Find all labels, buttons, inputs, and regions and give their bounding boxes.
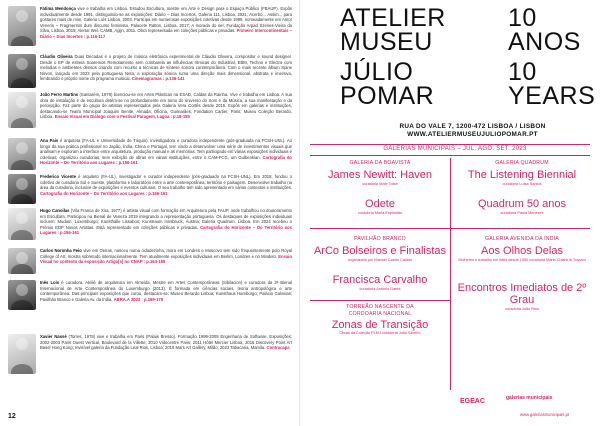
portrait-photo	[8, 174, 36, 204]
gallery-quadrum	[452, 160, 592, 187]
gallery-name: GALERIA AVENIDA DA ÍNDIA	[485, 236, 559, 242]
bio-body: (Santarém, 1979) licenciou-se em Artes Plásticas na ESAD, Caldas da Rainha. Vive e trabalha em Lisboa. A sua obra de instalação e de escultura detém-se no profundamente em torno do universo do Som e da Música, a sua manifestação e da percepção. Faz parte do grupo de artistas representados pela Galeria Vera Cortês desde 2016. Expôs em galerias e instituições, destacando-se Teatro Municipal Joaquim Benite, Almada; Oficina, Guimarães; Fondation Cartier, Paris; Museu Coleção Berardo, Lisboa.	[40, 92, 292, 120]
sponsor-logos	[460, 396, 595, 412]
egeac-logo: EGEAC	[460, 398, 485, 405]
bio-text	[40, 54, 292, 88]
anniversary-word: YEARS	[508, 82, 596, 110]
right-page	[300, 0, 600, 426]
bio-exhibition: Cartografia do Horizonte – Do Território aos Lugares : p.156-161	[40, 224, 293, 236]
gallery-avenida-india-second	[452, 280, 592, 312]
galerias-rule	[310, 155, 590, 156]
bio-exhibition: Contracapa	[266, 345, 290, 351]
bio-name: Cláudio Oliveira	[40, 54, 73, 59]
gallery-pavilhao-branco	[310, 236, 450, 263]
bio-body: é arquiteto (FA-UL), investigador e curador independente (pós-graduado na FCSH-UNL). Em 2018, fundou o coletivo de curadoria Sul e Sueste, plataforma e laboratório entre a arte contemporânea, território e paisagem. Desenvolve trabalho na área da curadoria, inclusive de exposições e eventos culturais. O seu trabalho tem sido apresentado em vários contextos e instituições.	[40, 174, 292, 191]
bio-name: Carlos Noronha Feio	[40, 248, 82, 253]
curator-credit: curadoria António Gaeta	[359, 287, 401, 291]
anniversary-number: 10	[508, 58, 537, 86]
gallery-quadrum-second	[452, 196, 592, 216]
exhibition-title: Aos Olhos Delas	[481, 244, 563, 257]
bio-text	[40, 208, 292, 242]
gallery-pavilhao-branco-second	[310, 272, 450, 292]
exhibition-title: ArCo Bolseiros e Finalistas	[313, 244, 447, 257]
bio-body: (Vila Franca de Xira, 1977) é artista visual com formação em Arquitetura pela FAUP, onde trabalhou no doutoramento em Escultura. Participou na Bienal de Veneza 2019 integrando a representação portuguesa. Os destaques de exposições individuais incluem: Mudam, Luxemburgo; Kunsthalle Lissabon; Kunstraum Innsbruck, Áustria; Galeria Quadrum, Lisboa. Em 2024 recebeu o Prémio EDP Novos Artistas. Está representado em coleções públicas e privadas.	[40, 208, 292, 230]
gallery-boavista	[310, 160, 450, 187]
curator-credit: curadoria João Reis	[505, 307, 539, 311]
title-line: ATELIER	[340, 4, 446, 32]
galerias-title: GALERIAS MUNICIPAIS – JUL. AGO. SET. 2023	[383, 146, 527, 152]
bio-name: Hugo Canoilas	[40, 208, 70, 213]
curator-credit: curadoria Maria Espiridião	[357, 211, 403, 215]
bio-name: Frederico Vicente	[40, 174, 77, 179]
galerias-municipais-logo: galerias municipais	[506, 395, 553, 401]
gallery-name: GALERIA DA BOAVISTA	[349, 160, 411, 166]
bio-body: é arquiteta (FA-UL e Universidade de Tóquio), investigadora e curadora independente (pós-graduada na FCSH-UNL). Ao longo da sua prática profissional no Japão, Índia, China e Portugal, tem vindo a desenvolver uma série de investimentos visuais que analisam e exploram a interface entre arquitetura, produção manual e as memórias. Tem participado em várias exposições individuais e coletivas; organizou curadorias, sem exibição de obras em várias instituições, entre o CAM-FCG, um Gulbenkian.	[40, 138, 293, 160]
title-line: MUSEU	[340, 28, 433, 56]
exhibition-title: James Newitt: Haven	[328, 168, 432, 181]
bio-exhibition: Cartografia do Horizonte – Do Território aos Lugares : p.156-161	[40, 190, 168, 196]
bio-name: João Ferro Martins	[40, 92, 79, 97]
curator-credit: Mulheres e trabalho em Itália desde 1950 curadoria Maria Chiara di Trapani	[458, 257, 586, 262]
portrait-photo	[8, 138, 36, 170]
bio-name: Ana Pais	[40, 138, 59, 143]
bio-exhibition: Ensaio Visual em Diálogo com o Festival Paragem, Lagoa : p.18-155	[54, 114, 190, 120]
exhibition-title: Francisca Carvalho	[332, 274, 428, 286]
title-line: POMAR	[340, 82, 435, 110]
curator-credit: curadoria Paula Menezes	[500, 211, 544, 215]
galerias-top-rule	[310, 144, 590, 145]
curator-credit: curadoria Luísa Santos	[502, 181, 542, 186]
portrait-photo	[8, 54, 36, 88]
anniversary-word: ANOS	[508, 28, 581, 56]
page-number: 12	[8, 413, 16, 420]
bio-body: é curadora. Ateliê de arquitetura em Almeida, Mestre em Artes Contemporâneas (Sibilacion) e curadora da 2ª Bienal Internacional de Arte Contemporânea do Luxemburgo (2013). É formada em ciências sociais, teoria antropológica e arte contemporânea. Das principais exposições que curou, destacam-se: Museu Berardo Lisboa; Kunsthaus Hamburgo; Palácio Galveias; Pavilhão Branco e Galeria Av. da Índia.	[40, 280, 292, 302]
gallery-boavista-second	[310, 196, 450, 216]
portrait-photo	[8, 92, 36, 128]
bio-body: vive e trabalha em Lisboa. Estudou Escultura, mestre em Arte e Design para o Espaço Público (FBAUP). Expôs individualmente desde 1991, distinguindo-se as exposições: Diário – Dias Incertos, Galeria 111, Lisboa, 2021; Acerbo... Assim.., para gostares mais de mim, Galeria Luís Lisboa, 2003. Participa em numerosas exposições coletivas desde 1999, nomeadamente em Amor Veneris – Fragmentos dum discurso feminista, Palacete Ratton, Lisboa, 2017; A morada do ser, Fundação Arpad Szenes-Vieira da Silva, Lisboa, 2019; Alerta! Wel. CAMB, Agijn, 2011. Obra representada em coleções públicas e privadas.	[40, 6, 292, 34]
bio-body: vive em Oeiras, nasceu numa cidadezinha, mora em Londres e Moscovo tem sido frequentemente pelo Royal College of Art, mostra sobretudo internacionalmente. Tem atualmente exposições individuais em Berlim, Londres e no Mindelo.	[40, 248, 292, 259]
exhibition-title: Encontros Imediatos de 2º Grau	[457, 282, 587, 306]
bio-body: (Torres, 1978) vive e trabalha em Paris (Palais Bresso). Formação 1999-2008 Engenharia de Software. Exposições: 2002-2003 Paris Ouest Vertical, Boulevard de la Villette; 2010 Vidocentre Paris; 2011 Hôtel Mercier Lisboa; 2015 Discovery Point Art Basel Hong Kong; Invisível galeria da Fundação Leal Rios, Lisboa; 2019 Mars Art Gallery, Milão; 2023 Tabacaria, Marvila.	[40, 334, 292, 351]
bio-name: Inês Lois	[40, 280, 60, 285]
curator-credit: Obras da Coleção PLMJ curadoria João Silvério	[339, 331, 421, 335]
bio-text	[40, 6, 292, 50]
bio-text	[40, 92, 292, 132]
bio-body: Duas Décadas é o projeto de música eletrônica experimental de Cláudio Oliveira, compositor e sound designer. Desde o EP de estreia Soaremos Remotamente sem cumbarela as influências rítmicas do Industrial, EBM, Techno e Electro com melodias e ambientes densos criando com recurso a técnicas de síntese sonora contemporânea. Com o mais recente álbum Spine Nirvon, lançado em 2023 pela portuguesa Neta, a exploração sónica ruma uma direção mais dimensional, abstrata e imersiva, lembrando o próprio nome do programa musical.	[40, 54, 292, 82]
anniversary-number: 10	[508, 4, 537, 32]
address-line: RUA DO VALE 7, 1200-472 LISBOA / LISBON	[399, 123, 546, 130]
curator-credit: curadoria Mafe Toste	[362, 181, 398, 186]
bio-exhibition: Ensaio Visual no contexto da exposição Artigo[s] no CNAP : p.164-169	[40, 253, 292, 265]
website-link[interactable]: WWW.ATELIERMUSEUJULIOPOMAR.PT	[407, 131, 538, 138]
bio-text	[40, 280, 292, 326]
gallery-name: PAVILHÃO BRANCO	[354, 236, 406, 242]
bio-name: Fátima Mendonça	[40, 6, 76, 11]
exhibition-title: Odete	[365, 198, 395, 210]
galerias-rule	[310, 300, 450, 301]
portrait-photo	[8, 248, 36, 274]
atelier-ad-title	[340, 6, 600, 116]
bio-exhibition: Primeiro Intercontinentais – Diário – Dias Incertos : p.116-117	[40, 28, 292, 39]
exhibition-title: Quadrum 50 anos	[477, 198, 567, 210]
curator-credit: organizado por Manuel Castro Caldas	[348, 257, 412, 262]
portrait-photo	[8, 208, 36, 240]
gallery-name: TORREÃO NASCENTE DA CORDOARIA NACIONAL	[346, 304, 414, 317]
title-line: JÚLIO	[340, 58, 414, 86]
exhibition-title: Zonas de Transição	[331, 319, 429, 331]
bio-exhibition: Cartografia do Horizonte – Do Território aos Lugares : p.156-161	[40, 154, 292, 166]
gallery-avenida-india	[452, 236, 592, 263]
galerias-column-divider	[450, 158, 451, 390]
portrait-photo	[8, 334, 36, 374]
portrait-photo	[8, 280, 36, 310]
address-block	[345, 123, 600, 139]
gallery-name: GALERIA QUADRUM	[495, 160, 549, 166]
bio-text	[40, 174, 292, 202]
galerias-rule	[310, 228, 590, 229]
bio-text	[40, 248, 292, 270]
bio-name: Xavier Nassé	[40, 334, 67, 339]
portrait-photo	[8, 6, 36, 46]
bio-text	[40, 334, 292, 386]
bio-exhibition: ABRA.A 2023 : p.169-179	[113, 296, 164, 302]
gallery-torreao-nascente	[310, 304, 450, 336]
galerias-website[interactable]: www.galeriasmunicipais.pt	[520, 412, 570, 417]
bio-text	[40, 138, 292, 168]
bio-exhibition: Cinemagramas : p.136-141	[131, 76, 185, 82]
exhibition-title: The Listening Biennial	[467, 168, 577, 181]
